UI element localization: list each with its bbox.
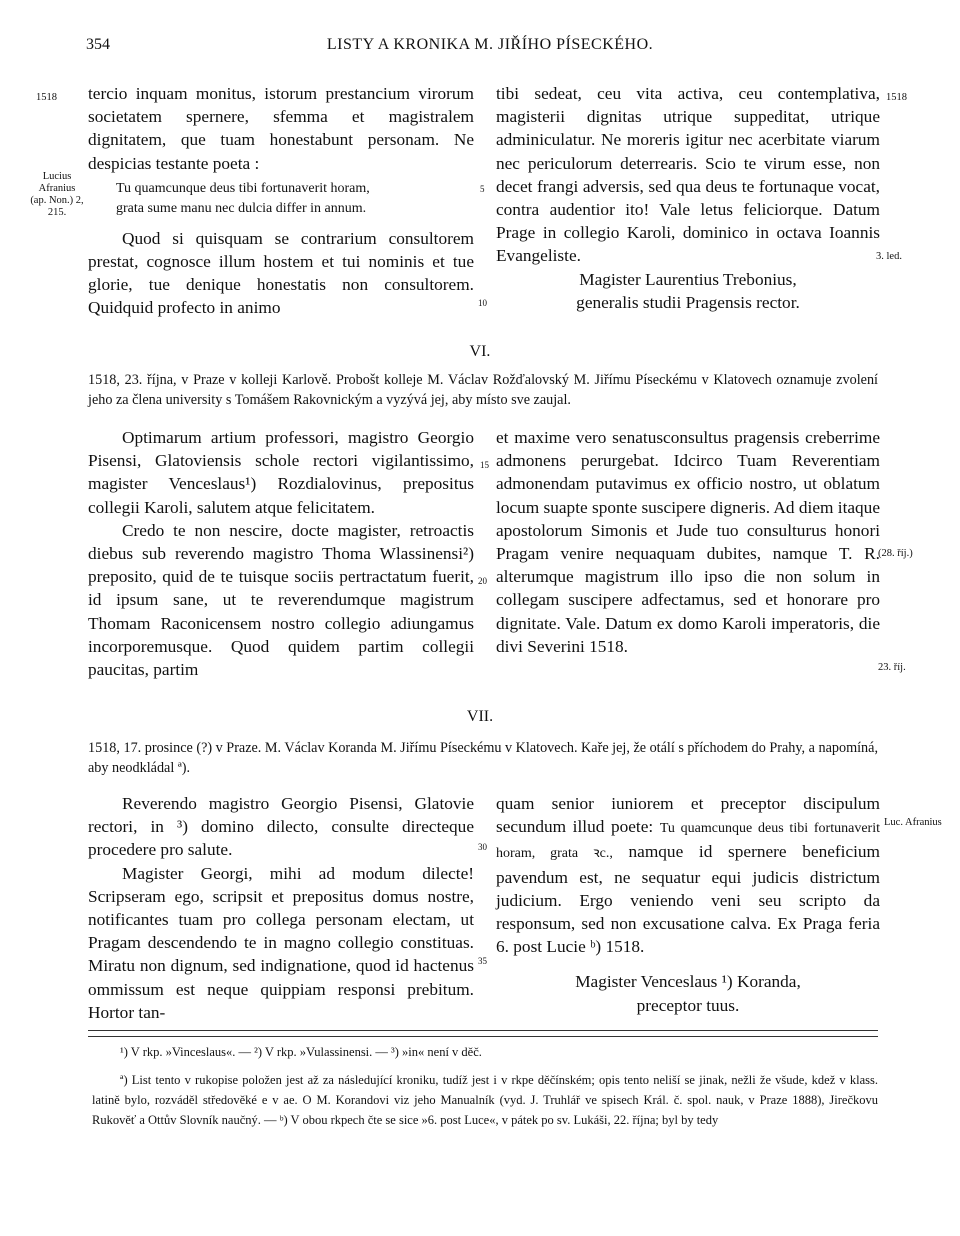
text-run: namque id spernere beneficium pavendum est, ne sequatur equi judicis districtum judicium. Ergo veniendo veni seu scripto da responsum, sed non excusatione calva. Ex Praga feria 6. post Lucie ᵇ) 1518. bbox=[496, 842, 880, 957]
section3-right-column bbox=[496, 792, 880, 1017]
section1-right-column bbox=[496, 82, 880, 314]
margin-date: 23. říj. bbox=[878, 662, 906, 673]
signature-line: Magister Laurentius Trebonius, bbox=[579, 269, 797, 289]
running-head: LISTY A KRONIKA M. JIŘÍHO PÍSECKÉHO. bbox=[326, 36, 654, 53]
paragraph: Reverendo magistro Georgio Pisensi, Glatovie rectori, in ³) domino dilecto, consulte directeque procedere pro salute. bbox=[88, 794, 474, 860]
footnote-rule bbox=[88, 1036, 878, 1037]
document-number: VII. bbox=[466, 708, 494, 725]
signature-line: generalis studii Pragensis rector. bbox=[576, 292, 800, 312]
section2-right-column bbox=[496, 426, 880, 658]
footnote-rule bbox=[88, 1030, 878, 1031]
quoted-verse: Tu quamcunque deus tibi fortunaverit horam, grata ꝛc., bbox=[496, 821, 880, 862]
line-number: 20 bbox=[478, 576, 487, 586]
margin-year-left: 1518 bbox=[36, 92, 57, 103]
margin-date: 3. led. bbox=[876, 251, 902, 262]
section2-left-column bbox=[88, 426, 474, 681]
paragraph: et maxime vero senatusconsultus pragensis creberrime admonens perurgebat. Idcirco Tuam Reverentiam admonendam putavimus ex officio nostro, ut oblatum locum suapte sponte suscipere digneris. Ad diem itaque apostolorum Simonis et Jude tuo consulturus honori Pragam venire nequaquam dubites, namque T. R. alterumque magistrum illo ipso die non solum in collegam suscipere adfectamus, sed et honorare pro dignitate. Vale. Datum ex domo Karoli imperatoris, die divi Severini 1518. bbox=[496, 428, 880, 656]
line-number: 35 bbox=[478, 956, 487, 966]
paragraph: Optimarum artium professori, magistro Georgio Pisensi, Glatoviensis schole rectori vigilantissimo, magister Venceslaus¹) Rozdialovinus, prepositus collegii Karoli, salutem atque felicitatem. bbox=[88, 428, 474, 517]
footnote: ª) List tento v rukopise položen jest až za následující kroniku, tudíž jest i v rkpe děčínském; opis tento neliší se jinak, nežli že všude, kdež v klass. latině bylo, rozváděl středověké e v ae. O M. Korandovi viz jeho Manualník (vyd. J. Truhlář ve spisech Král. č. spol. nauk, v Praze 1888), Jirečkovu Rukověť a Ottův Slovník naučný. — ᵇ) V obou rkpech čte se sice »6. post Luce«, v pátek po sv. Lukáši, 22. října; byl by tedy bbox=[92, 1073, 878, 1127]
signature-line: preceptor tuus. bbox=[636, 995, 740, 1015]
line-number: 10 bbox=[478, 298, 487, 308]
line-number: 15 bbox=[480, 460, 489, 470]
footnote: ¹) V rkp. »Vinceslaus«. — ²) V rkp. »Vulassinensi. — ³) »in« není v děč. bbox=[120, 1045, 482, 1059]
paragraph: tercio inquam monitus, istorum prestancium virorum societatem spernere, sfemma et magistralem dignitatem, que tuam honestabunt personam. Ne despicias testante poeta : bbox=[88, 84, 474, 173]
verse-line: Tu quamcunque deus tibi fortunaverit horam, bbox=[116, 180, 370, 196]
signature-line: Magister Venceslaus ¹) Koranda, bbox=[575, 972, 801, 992]
regest: 1518, 17. prosince (?) v Praze. M. Václav Koranda M. Jiřímu Píseckému v Klatovech. Kaře jej, že otálí s příchodem do Prahy, a napomíná, aby neodkládal ª). bbox=[88, 740, 878, 776]
margin-source-note: Lucius Afranius (ap. Non.) 2, 215. bbox=[30, 171, 84, 218]
margin-source-note: Luc. Afranius bbox=[884, 817, 942, 828]
text-run: quam senior iuniorem et preceptor discipulum secundum illud poete: bbox=[496, 794, 880, 837]
paragraph: Quod si quisquam se contrarium consultorem prestat, cognosce illum hostem et tui nominis et tue glorie, tue denique honestatis non consultorem. Quidquid profecto in animo bbox=[88, 228, 474, 318]
page-header bbox=[80, 36, 900, 58]
regest: 1518, 23. října, v Praze v kolleji Karlově. Probošt kolleje M. Václav Rožďalovský M. Jiřímu Píseckému v Klatovech oznamuje zvolení jeho za člena university s Tomášem Rakovnickým a vyzývá jej, aby místo sve zaujal. bbox=[88, 372, 878, 408]
document-number: VI. bbox=[469, 343, 491, 360]
paragraph: Magister Georgi, mihi ad modum dilecte! Scripseram ego, scripsit et prepositus domus nostre, notificantes tuam pro collega personam electam, ut Pragam descendendo te in magno collegio constituas. Miratu non dignum, sed indignatione, quod id hactenus ommissum est neque quippiam responsi prebitum. Hortor tan- bbox=[88, 863, 474, 1022]
paragraph bbox=[496, 792, 880, 958]
margin-date: (28. říj.) bbox=[878, 548, 913, 559]
line-number: 30 bbox=[478, 842, 487, 852]
verse-line: grata sume manu nec dulcia differ in annum. bbox=[116, 200, 367, 216]
line-number: 5 bbox=[480, 184, 485, 194]
page-number: 354 bbox=[86, 36, 110, 53]
section1-left-column bbox=[88, 82, 474, 320]
margin-year-right: 1518 bbox=[886, 92, 907, 103]
section3-left-column bbox=[88, 792, 474, 1024]
paragraph: Credo te non nescire, docte magister, retroactis diebus sub reverendo magistro Thoma Wlassinensi²) preposito, quid de te tuisque sociis pertractatum fuerit, id ipsum sane, ut te reverendumque magistrum Thomam Raconicensem nostro collegio adiungamus incorporemusque. Quod quidem partim collegii paucitas, partim bbox=[88, 520, 474, 680]
paragraph: tibi sedeat, ceu vita activa, ceu contemplativa, magisterii dignitas utrique suppeditat, utrique adminiculatur. Ne moreris igitur nec acerbitate viarum nec periculorum deterrearis. Scio te virum esse, non decet frangi adversis, sed qua deus te fortunaque vocat, contra audentior ito! Vale letus feliciorque. Datum Prage in collegio Karoli, dominico in octava Ioannis Evangeliste. bbox=[496, 84, 880, 266]
